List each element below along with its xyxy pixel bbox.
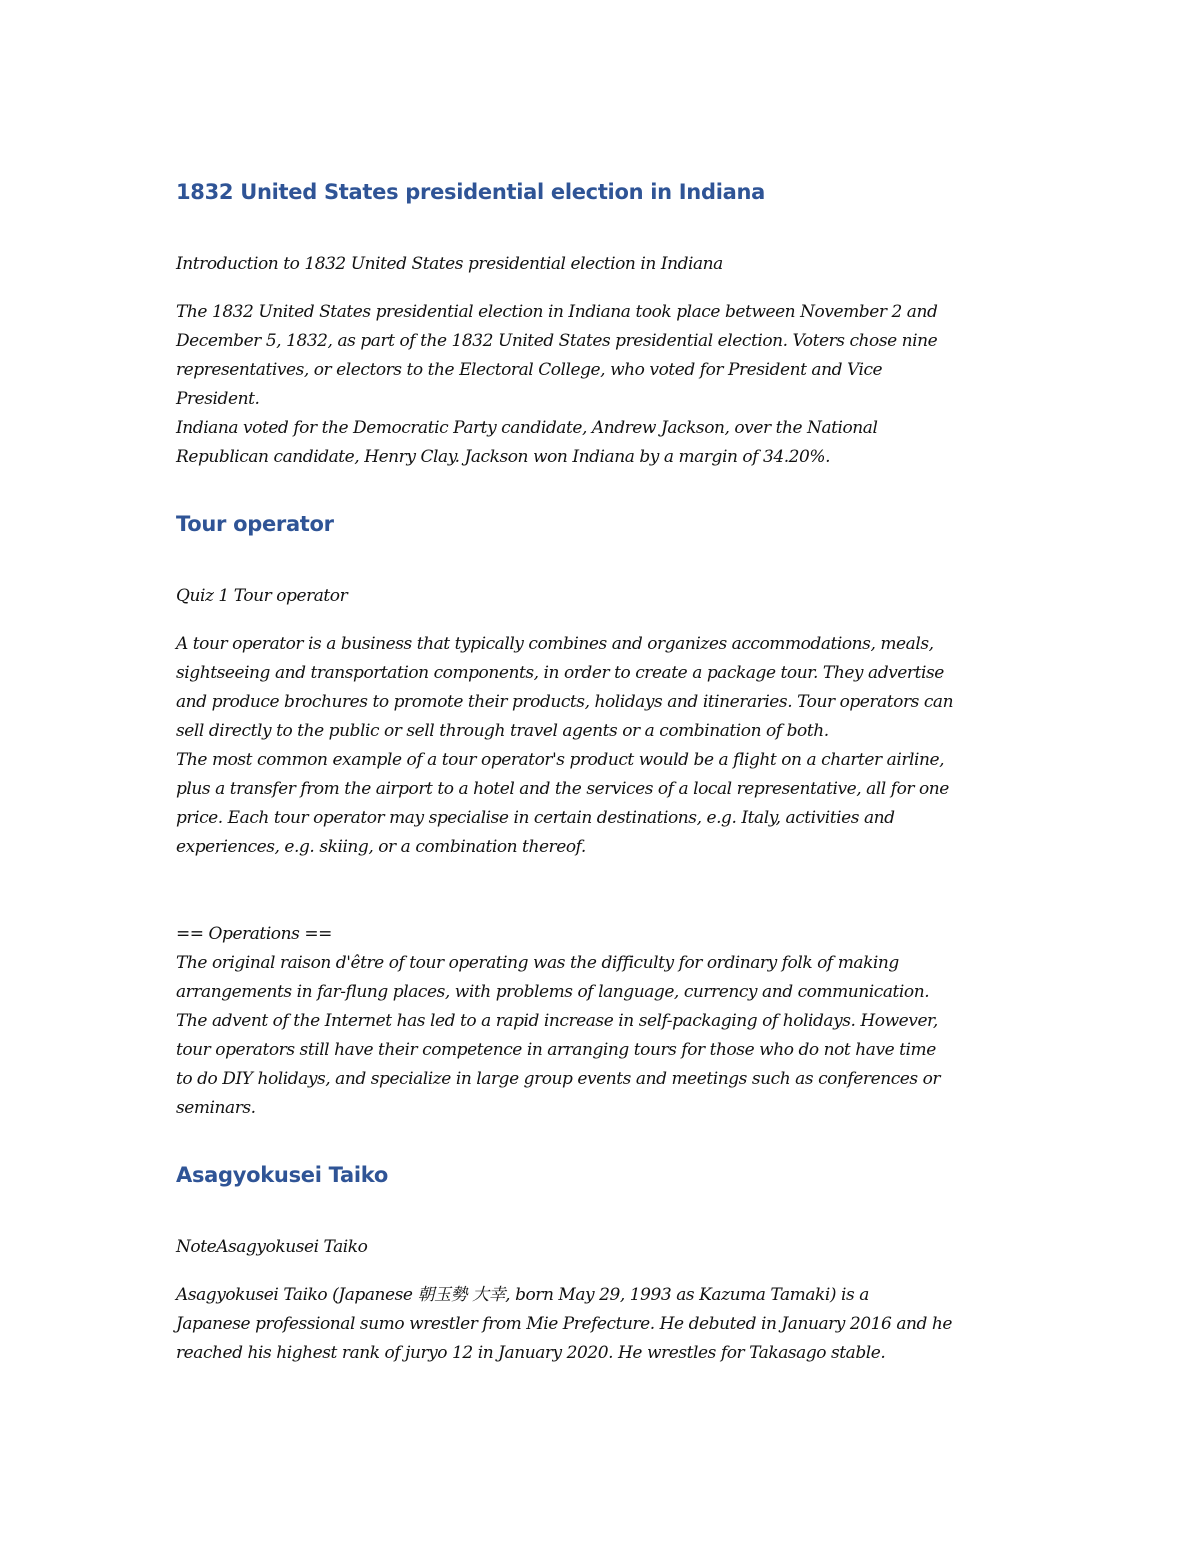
body-line: Japanese professional sumo wrestler from Mie Prefecture. He debuted in January 2016 and he [176, 1314, 953, 1334]
operations-line: arrangements in far-flung places, with problems of language, currency and communication. [176, 982, 930, 1002]
body-line: plus a transfer from the airport to a hotel and the services of a local representative, all for one [176, 779, 949, 799]
section-subtitle-election: Introduction to 1832 United States presidential election in Indiana [176, 254, 723, 274]
body-line: sell directly to the public or sell through travel agents or a combination of both. [176, 721, 829, 741]
body-line: and produce brochures to promote their products, holidays and itineraries. Tour operators can [176, 692, 954, 712]
section-subtitle-asagyokusei: NoteAsagyokusei Taiko [176, 1237, 368, 1257]
body-line: December 5, 1832, as part of the 1832 United States presidential election. Voters chose nine [176, 331, 938, 351]
section-body-election [176, 298, 1026, 472]
body-line: A tour operator is a business that typically combines and organizes accommodations, meals, [176, 634, 934, 654]
operations-line: seminars. [176, 1098, 256, 1118]
section-heading-election: 1832 United States presidential election in Indiana [176, 180, 765, 204]
body-line: price. Each tour operator may specialise in certain destinations, e.g. Italy, activities and [176, 808, 895, 828]
section-body-tour-operator [176, 630, 1026, 862]
body-line: experiences, e.g. skiing, or a combination thereof. [176, 837, 586, 857]
body-line: The most common example of a tour operator's product would be a flight on a charter airline, [176, 750, 945, 770]
operations-line: == Operations == [176, 924, 332, 944]
body-line: President. [176, 389, 260, 409]
section-operations-tour-operator [176, 920, 1026, 1123]
body-line: The 1832 United States presidential election in Indiana took place between November 2 and [176, 302, 938, 322]
section-subtitle-tour-operator: Quiz 1 Tour operator [176, 586, 348, 606]
section-heading-tour-operator: Tour operator [176, 512, 334, 536]
body-line: Indiana voted for the Democratic Party candidate, Andrew Jackson, over the National [176, 418, 878, 438]
body-line: Republican candidate, Henry Clay. Jackson won Indiana by a margin of 34.20%. [176, 447, 831, 467]
body-line: representatives, or electors to the Electoral College, who voted for President and Vice [176, 360, 883, 380]
body-line: sightseeing and transportation components, in order to create a package tour. They advertise [176, 663, 944, 683]
section-body-asagyokusei [176, 1281, 1026, 1368]
operations-line: The original raison d'être of tour operating was the difficulty for ordinary folk of making [176, 953, 899, 973]
operations-line: tour operators still have their competence in arranging tours for those who do not have time [176, 1040, 936, 1060]
operations-line: to do DIY holidays, and specialize in large group events and meetings such as conferences or [176, 1069, 941, 1089]
section-heading-asagyokusei: Asagyokusei Taiko [176, 1163, 388, 1187]
body-line: Asagyokusei Taiko (Japanese 朝玉勢 大幸, born May 29, 1993 as Kazuma Tamaki) is a [176, 1285, 869, 1305]
body-line: reached his highest rank of juryo 12 in January 2020. He wrestles for Takasago stable. [176, 1343, 886, 1363]
operations-line: The advent of the Internet has led to a rapid increase in self-packaging of holidays. However, [176, 1011, 938, 1031]
